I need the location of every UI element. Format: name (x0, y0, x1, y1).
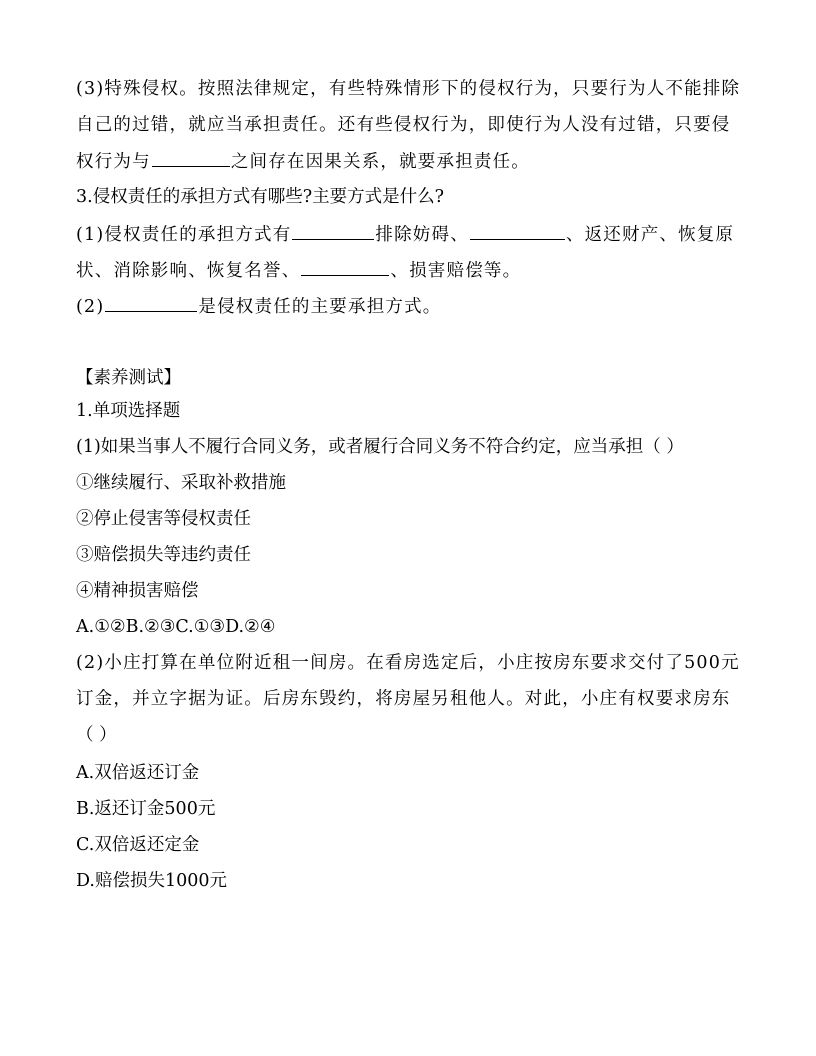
q3-item1-text-b: 排除妨碍、 (375, 225, 469, 245)
q2-stem-line-1: (2)小庄打算在单位附近租一间房。在看房选定后，小庄按房东要求交付了500元 (76, 653, 740, 673)
question-3-item-1-line-2 (76, 255, 756, 285)
q2-stem-line-2: 订金，并立字据为证。后房东毁约，将房屋另租他人。对此，小庄有权要求房东 (76, 689, 731, 709)
test-section-subheading: 1.单项选择题 (76, 401, 181, 421)
fill-blank (152, 146, 230, 167)
test-section-title: 【素养测试】 (76, 368, 181, 388)
q2-choice-b: B.返还订金500元 (76, 799, 216, 819)
fill-blank (292, 219, 374, 240)
question-3-heading: 3.侵权责任的承担方式有哪些?主要方式是什么? (76, 187, 444, 207)
q1-option-4: ④精神损害赔偿 (76, 581, 199, 601)
q2-choice-c: C.双倍返还定金 (76, 835, 200, 855)
q3-item2-text-post: 是侵权责任的主要承担方式。 (198, 297, 442, 317)
special-tort-line-3-pre: 权行为与 (76, 152, 151, 172)
q1-option-2: ②停止侵害等侵权责任 (76, 509, 251, 529)
special-tort-line-3 (76, 146, 756, 176)
fill-blank (301, 255, 389, 276)
q3-item1-text-a: (1)侵权责任的承担方式有 (76, 225, 292, 245)
question-3-item-1-line-1 (76, 219, 756, 249)
q2-choice-a: A.双倍返还订金 (76, 763, 200, 783)
fill-blank (105, 291, 197, 312)
q1-option-3: ③赔偿损失等违约责任 (76, 545, 251, 565)
question-3-item-2 (76, 291, 756, 321)
q2-stem-line-3: （ ） (76, 725, 117, 745)
q3-item1-text-e: 、损害赔偿等。 (390, 261, 522, 281)
q3-item1-text-c: 、返还财产、恢复原 (565, 225, 735, 245)
q1-option-1: ①继续履行、采取补救措施 (76, 473, 286, 493)
q3-item2-text-pre: (2) (76, 297, 105, 317)
special-tort-line-2: 自己的过错，就应当承担责任。还有些侵权行为，即使行为人没有过错，只要侵 (76, 115, 731, 135)
q1-choices: A.①②B.②③C.①③D.②④ (76, 617, 276, 637)
q3-item1-text-d: 状、消除影响、恢复名誉、 (76, 261, 301, 281)
q2-choice-d: D.赔偿损失1000元 (76, 871, 228, 891)
special-tort-line-3-post: 之间存在因果关系，就要承担责任。 (230, 152, 531, 172)
special-tort-line-1: (3)特殊侵权。按照法律规定，有些特殊情形下的侵权行为，只要行为人不能排除 (76, 79, 741, 99)
q1-stem: (1)如果当事人不履行合同义务，或者履行合同义务不符合约定，应当承担（ ） (76, 437, 684, 457)
fill-blank (470, 219, 565, 240)
